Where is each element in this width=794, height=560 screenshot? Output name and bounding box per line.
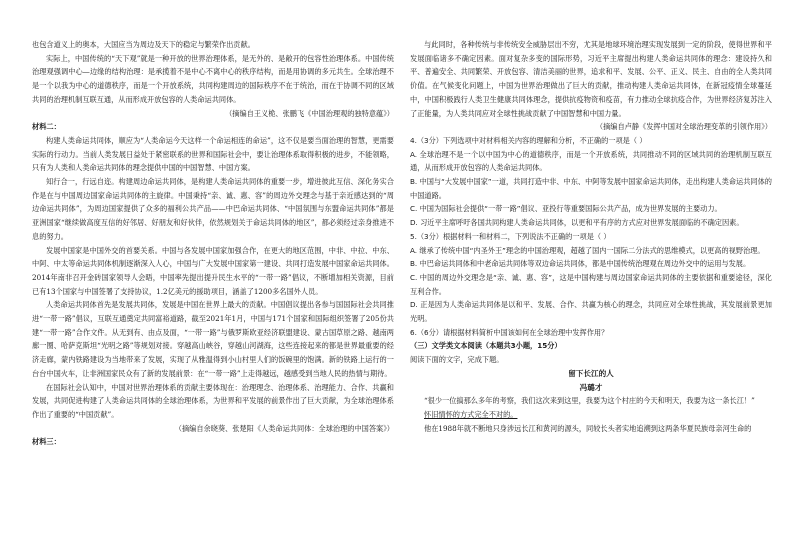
material-label: 材料二： — [32, 122, 61, 132]
paragraph: 知行合一，行远自迩。构建周边命运共同体，是构建人类命运共同体的重要一步，增进彼此互信、深化务实合作是在与中国周边国家命运共同体的主旋律。中国秉持“亲、诚、惠、容”的周边外交理念与基于亲近感达到的“周边命运共同体”，为周边国家提供了众多的福利公共产品——中巴命运共同体、“中国氛围与东盟命运共同体”都是亚洲国家“继续做高度互信的好邻居、好朋友和好伙伴，依然规划关于命运共同体的地区”，都必须经过亲身推进不息的努力。 — [32, 177, 394, 241]
section-heading: （三）文学类文本阅读（本题共3小题，15分） — [410, 341, 562, 351]
paragraph: 发展中国家是中国外交的首要关系。中国与各发展中国家加强合作，在更大的地区范围，中非、中拉、中东、中阿、中太等命运共同体机制逐渐深入人心，中国与广大发展中国家第一建设、共同打造发展中国家命运共同体。2014年南非召开金砖国家领导人会晤，中国率先提出提升民生水平的“一带一路”倡议，不断增加相关资源，目前已有13个国家与中国签署了支持协议，1.2亿美元的援助项目，涵盖了1200多名国外人员。 — [32, 245, 394, 296]
paragraph: 构建人类命运共同体，顺应为“人类命运今天这样一个命运相连的命运”，这不仅是要当面治理的智慧，更需要实际的行动力。当前人类发展日益处于紧密联系的世界和国际社会中，要让治理体系取得积极的进步，不能领略，只有为人类和人类命运共同体的理念提供中国的中国智慧、中国方案。 — [32, 135, 394, 173]
option-d: D. 正是因为人类命运共同体是以和平、发展、合作、共赢为核心的理念，共同应对全球性挑战，其发展前景更加光明。 — [410, 300, 772, 324]
story-paragraph: “很少一位搞那么多年的考察，我们这次来到这里，我要为这个村庄的今天和明天，我要为这一条长江！” — [424, 396, 755, 406]
section-intro: 阅读下面的文字，完成下题。 — [410, 355, 504, 365]
story-paragraph: 怀旧情怀的方式完全不对的。 — [424, 409, 518, 419]
source-citation: （摘编自余晓葵、张楚阳《人类命运共同体：全球治理的中国答案》） — [174, 423, 394, 433]
paragraph: 在国际社会认知中，中国对世界治理体系的贡献主要体现在：治理理念、治理体系、治理能力、合作、共赢和发展，共同促进构建了人类命运共同体的全球治理体系，为世界和平发展的前景作出了巨大贡献，为全球治理体系作出了重要的“中国贡献”。 — [32, 382, 394, 419]
story-paragraph: 他在1988年就不断地只身涉远长江和黄河的源头，同较长头者实地追溯到这两条华夏民族母亲河生命的 — [424, 423, 752, 433]
story-title: 留下长江的人 — [568, 368, 614, 378]
source-citation: （摘编自卢静《发挥中国对全球治理变革的引领作用》） — [595, 122, 772, 132]
material-label: 材料三： — [32, 437, 61, 447]
question-5: 5.（3分）根据材料一和材料二，下列说法不正确的一项是（ ） — [410, 231, 611, 241]
story-author: 冯璐才 — [579, 382, 603, 392]
question-4: 4.（3分）下列选项中对材料相关内容的理解和分析，不正确的一项是（ ） — [410, 135, 647, 145]
source-citation: （摘编自王义桅、张鹏飞《中国治理观的独特意蕴》） — [225, 108, 394, 118]
paragraph: 也包含道义上的奥本，大国应当为周边及天下的稳定与繁荣作出贡献。 — [32, 40, 255, 49]
paragraph: 与此同时，各种传统与非传统安全威胁层出不穷，尤其是地球环境治理实现发展到一定的阶段，使得世界和平发展面临诸多不确定因素。面对复杂多变的国际形势，习近平主席提出构建人类命运共同体的理念：建设持久和平、普遍安全、共同繁荣、开放包容、清洁美丽的世界，追求和平、发展、公平、正义、民主、自由的全人类共同价值。在气候变化问题上，中国为世界治理做出了巨大的贡献，推动构建人类命运共同体，在新冠疫情全球蔓延中，中国积极践行人类卫生健康共同体理念，提供抗疫物资和疫苗，有力推动全球抗疫合作，为世界经济复苏注入了正能量，为人类共同应对全球性挑战贡献了中国智慧和中国力量。 — [410, 40, 772, 118]
option-d: D. 习近平主席呼吁各国共同构建人类命运共同体，以更和平有序的方式应对世界发展面临的不确定因素。 — [410, 218, 744, 228]
right-column — [410, 38, 772, 435]
option-b: B. 中巴命运共同体和中老命运共同体等双边命运共同体，都是中国传统治理观在周边外交中的运用与发展。 — [410, 259, 751, 269]
question-6: 6.（6分）请根据材料简析中国该如何在全球治理中发挥作用？ — [410, 327, 609, 337]
option-a: A. 继承了传统中国“内圣外王”理念的中国治理观，超越了国内一国际二分法式的思维模式，以更高的视野治理。 — [410, 245, 765, 255]
paragraph: 实际上，中国传统的“天下观”就是一种开放的世界治理体系，是无外的、是敞开的包容性治理体系。中国传统治理观强调中心—边缘的结构治理：是承揽着不是中心不离中心的秩序结构，而是用协调的多元共生。全球治理不是一个以我为中心的道德秩序，而是一个开放系统，共同构建周边的国际秩序不在于统治，而在于协调不同的区域共同的治理机制互联互通，从而形成开放包容的人类命运共同体。 — [32, 53, 394, 104]
left-column — [32, 38, 394, 449]
option-c: C. 中国为国际社会提供“一带一路”倡议、亚投行等重要国际公共产品，成为世界发展的主要动力。 — [410, 204, 722, 214]
option-b: B. 中国与“大发展中国家”一道，共同打造中非、中东、中阿等发展中国家命运共同体，走出构建人类命运共同体的中国道路。 — [410, 177, 772, 200]
option-a: A. 全球治理不是一个以中国为中心的道德秩序，而是一个开放系统，共同推动不同的区域共同的治理机制互联互通，从而形成开放包容的人类命运共同体。 — [410, 149, 772, 173]
option-c: C. 中国的周边外交理念是“亲、诚、惠、容”，这是中国构建与周边国家命运共同体的主要依据和重要途径，深化互利合作。 — [410, 272, 772, 296]
paragraph: 人类命运共同体首先是发展共同体，发展是中国在世界上最大的贡献。中国倡议提出各参与国国际社会共同推进“一带一路”倡议，互联互通奠定共同富裕道路，截至2021年1月，中国与171个国家和国际组织签署了205份共建“一带一路”合作文件。从无到有、由点及面，“一带一路”与俄罗斯欧亚经济联盟建设、蒙古国草原之路、越南两廊一圈、哈萨克斯坦“光明之路”等规划对接。穿越高山峡谷，穿越山河湖海，这些连接起来的都是世界最重要的经济走廊，蒙内铁路建设为当地带来了发展，实现了从雅温得到小山村里人们的饭碗里的饱满。新的铁路上运行的一台台中国火车，让非洲国家民众有了新的发展前景：在“一带一路”上走得越远，越感受到当地人民的热情与期待。 — [32, 300, 394, 378]
